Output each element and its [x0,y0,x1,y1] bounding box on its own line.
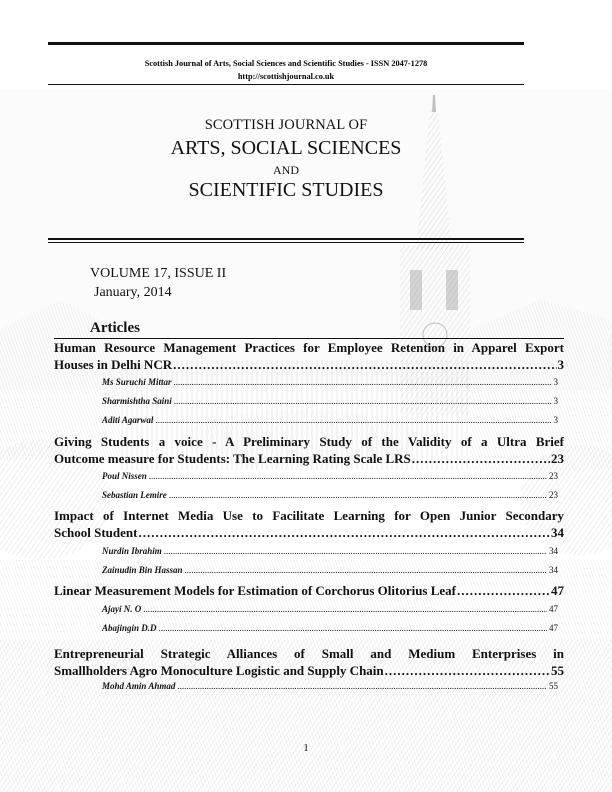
article-title-line: Human Resource Management Practices for Employee Retention in Apparel Export [54,340,564,355]
author-page-number: 47 [549,623,558,633]
dot-leader [138,524,550,541]
title-line-1: SCOTTISH JOURNAL OF [204,117,368,133]
article-title-line: Impact of Internet Media Use to Facilitate Learning for Open Junior Secondary [54,508,564,523]
title-line-2: ARTS, SOCIAL SCIENCES [170,137,402,159]
article-title-line: School Student [54,525,138,540]
author-page-number: 23 [549,471,558,481]
article-title-line: Houses in Delhi NCR [54,357,173,372]
article-page-number: 34 [551,525,564,540]
dot-leader [164,546,547,556]
article-page-number: 55 [551,663,564,678]
toc-author[interactable] [102,623,558,633]
author-page-number: 47 [549,604,558,614]
toc-article[interactable] [54,433,564,467]
articles-heading: Articles [90,320,140,336]
article-page-number: 23 [551,451,564,466]
author-page-number: 34 [549,546,558,556]
toc-author[interactable] [102,546,558,556]
author-name: Ms Suruchi Mittar [102,377,172,387]
toc-author[interactable] [102,415,558,425]
toc-article[interactable] [54,645,564,679]
article-title-line: Outcome measure for Students: The Learning Rating Scale LRS [54,451,411,466]
dot-leader [174,377,552,387]
dot-leader [185,565,547,575]
article-title-line: Entrepreneurial Strategic Alliances of Small and Medium Enterprises in [54,646,564,661]
author-page-number: 55 [549,681,558,691]
dot-leader [149,471,547,481]
author-page-number: 3 [553,377,558,387]
header-top-rule [48,42,524,45]
page-number: 1 [303,742,309,754]
author-name: Mohd Amin Ahmad [102,681,176,691]
dot-leader [385,662,550,679]
article-title-line: Linear Measurement Models for Estimation of Corchorus Olitorius Leaf [54,583,457,598]
author-name: Zainudin Bin Hassan [102,565,183,575]
dot-leader [169,490,547,500]
author-name: Abajingin D.D [102,623,157,633]
article-title-line: Giving Students a voice - A Preliminary Study of the Validity of a Ultra Brief [54,434,564,449]
title-line-3: AND [273,163,299,177]
volume-issue: VOLUME 17, ISSUE II [90,266,227,281]
author-name: Sebastian Lemire [102,490,167,500]
toc-article[interactable] [54,507,564,541]
article-page-number: 47 [551,583,564,598]
author-page-number: 23 [549,490,558,500]
toc-author[interactable] [102,565,558,575]
dot-leader [159,623,547,633]
author-page-number: 3 [553,396,558,406]
journal-issn-line: Scottish Journal of Arts, Social Sciences and Scientific Studies - ISSN 2047-1278 [144,59,428,68]
dot-leader [177,681,547,691]
author-name: Sharmishtha Saini [102,396,172,406]
title-rule-1 [48,238,524,240]
author-name: Aditi Agarwal [102,415,154,425]
toc-article[interactable] [54,339,564,373]
issue-date: January, 2014 [94,285,172,300]
title-rule-2 [48,242,524,243]
author-page-number: 3 [553,415,558,425]
journal-url: http://scottishjournal.co.uk [237,72,335,81]
dot-leader [143,604,547,614]
toc-article[interactable] [54,582,564,599]
author-name: Poul Nissen [102,471,147,481]
article-page-number: 3 [557,357,564,372]
toc-author[interactable] [102,377,558,387]
dot-leader [155,415,551,425]
toc-author[interactable] [102,604,558,614]
header-bottom-rule [48,84,524,85]
toc-author[interactable] [102,396,558,406]
dot-leader [412,450,550,467]
toc-author[interactable] [102,681,558,691]
author-name: Nurdin Ibrahim [102,546,162,556]
dot-leader [457,582,550,599]
toc-author[interactable] [102,471,558,481]
title-line-4: SCIENTIFIC STUDIES [188,179,384,201]
dot-leader [173,356,556,373]
author-page-number: 34 [549,565,558,575]
author-name: Ajayi N. O [102,604,142,614]
toc-author[interactable] [102,490,558,500]
dot-leader [174,396,552,406]
article-title-line: Smallholders Agro Monoculture Logistic and Supply Chain [54,663,384,678]
